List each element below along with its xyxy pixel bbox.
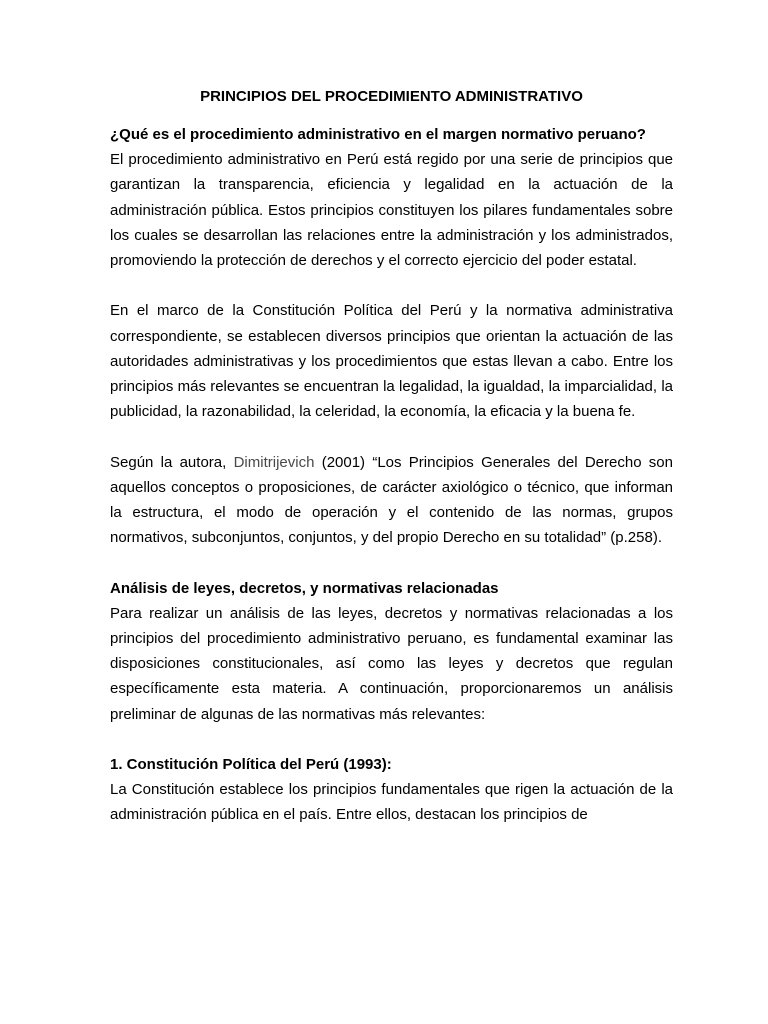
author-citation-link[interactable]: Dimitrijevich (233, 453, 315, 471)
document-title: PRINCIPIOS DEL PROCEDIMIENTO ADMINISTRATIVO (200, 88, 583, 105)
paragraph-constitution-framework: En el marco de la Constitución Política del Perú y la normativa administrativa correspondiente, se establecen diversos principios que orientan la actuación de las autoridades administrativas y los procedimientos que estas llevan a cabo. Entre los principios más relevantes se encuentran la legalidad, la igualdad, la imparcialidad, la publicidad, la razonabilidad, la celeridad, la economía, la eficacia y la buena fe. (110, 302, 673, 421)
paragraph-analysis: Para realizar un análisis de las leyes, decretos y normativas relacionadas a los principios del procedimiento administrativo peruano, es fundamental examinar las disposiciones constitucionales, así como las leyes y decretos que regulan específicamente esta materia. A continuación, proporcionaremos un análisis preliminar de algunas de las normativas más relevantes: (110, 604, 673, 723)
paragraph-intro: El procedimiento administrativo en Perú está regido por una serie de principios que garantizan la transparencia, eficiencia y legalidad en la actuación de la administración pública. Estos principios constituyen los pilares fundamentales sobre los cuales se desarrollan las relaciones entre la administración y los administrados, promoviendo la protección de derechos y el correcto ejercicio del poder estatal. (110, 151, 673, 270)
document-page (110, 84, 673, 853)
paragraph-constitution: La Constitución establece los principios fundamentales que rigen la actuación de la administración pública en el país. Entre ellos, destacan los principios de (110, 781, 673, 824)
section-heading-analysis: Análisis de leyes, decretos, y normativas relacionadas (110, 579, 499, 597)
quote-text: (2001) “Los Principios Generales del Derecho son aquellos conceptos o proposiciones, de carácter axiológico o técnico, que informan la estructura, el modo de operación y el contenido de las normas, grupos normativos, subconjuntos, conjuntos, y del propio Derecho en su totalidad” (p.258). (110, 453, 673, 547)
section-heading-constitution: 1. Constitución Política del Perú (1993): (110, 756, 392, 774)
paragraph-author-quote (110, 450, 673, 551)
section-heading-what-is: ¿Qué es el procedimiento administrativo en el margen normativo peruano? (110, 126, 646, 143)
quote-intro-text: Según la autora, (110, 453, 234, 471)
